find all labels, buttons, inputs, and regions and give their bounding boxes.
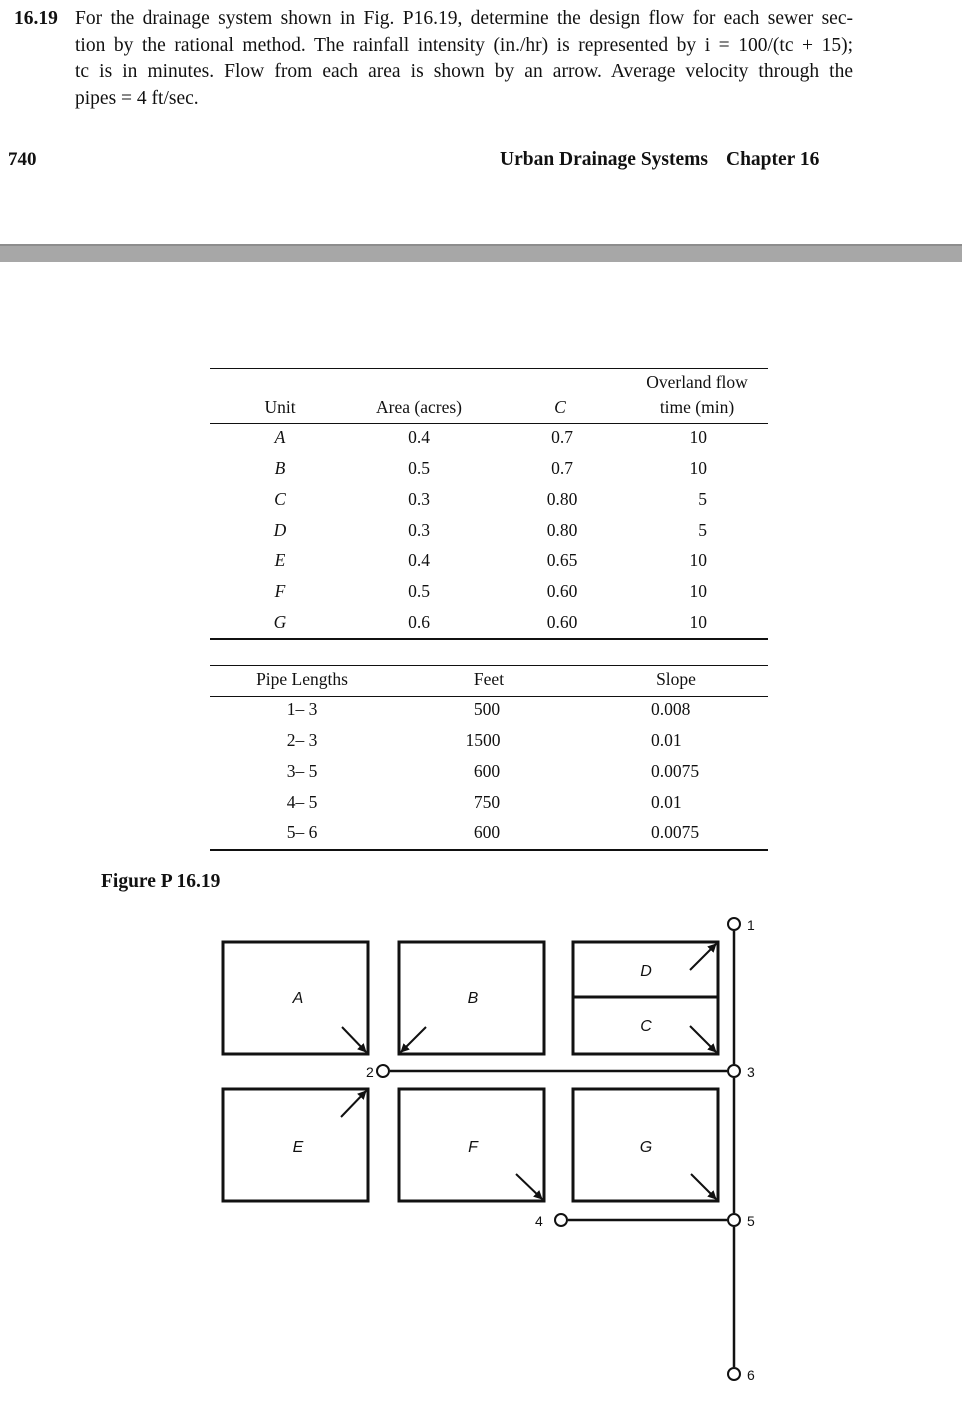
problem-line-1: For the drainage system shown in Fig. P16.19, determine the design flow for each sewer sec-: [75, 8, 853, 29]
feet-cell: 600: [473, 822, 501, 842]
area-cell: 0.3: [408, 489, 430, 509]
slope-cell: 0.0075: [651, 822, 700, 842]
pipe-cell: 2– 3: [286, 730, 318, 750]
time-cell: 5: [698, 489, 707, 509]
header-overland-line1: Overland flow: [646, 372, 748, 392]
area-cell: 0.6: [408, 612, 430, 632]
unit-cell: C: [274, 489, 286, 509]
running-header-chapter: Chapter 16: [726, 149, 820, 170]
unit-cell: A: [274, 427, 286, 447]
feet-cell: 600: [473, 761, 501, 781]
slope-cell: 0.01: [651, 792, 682, 812]
time-cell: 10: [689, 458, 707, 478]
flow-arrow-b: [401, 1027, 426, 1052]
pipe-cell: 1– 3: [286, 699, 318, 719]
area-cell: 0.5: [408, 581, 430, 601]
slope-cell: 0.01: [651, 730, 682, 750]
area-label-d: D: [640, 963, 652, 980]
time-cell: 5: [698, 520, 707, 540]
node-label-2: 2: [366, 1064, 374, 1080]
feet-cell: 1500: [465, 730, 501, 750]
header-feet: Feet: [473, 669, 505, 689]
flow-arrow-d: [690, 944, 716, 970]
running-header-title: Urban Drainage Systems: [500, 149, 708, 170]
pipe-cell: 3– 5: [286, 761, 318, 781]
unit-cell: G: [273, 612, 287, 632]
node-label-4: 4: [535, 1213, 543, 1229]
time-cell: 10: [689, 612, 707, 632]
unit-cell: F: [274, 581, 286, 601]
node-5-circle: [728, 1214, 740, 1226]
node-label-6: 6: [747, 1367, 755, 1383]
c-cell: 0.7: [551, 427, 573, 447]
header-pipe-lengths: Pipe Lengths: [256, 669, 348, 689]
header-area: Area (acres): [376, 397, 462, 417]
problem-line-3: tc is in minutes. Flow from each area is shown by an arrow. Average velocity through the: [75, 61, 853, 82]
node-3-circle: [728, 1065, 740, 1077]
slope-cell: 0.008: [651, 699, 691, 719]
unit-cell: D: [273, 520, 287, 540]
node-6-circle: [728, 1368, 740, 1380]
area-label-a: A: [292, 990, 304, 1007]
node-label-1: 1: [747, 917, 755, 933]
c-cell: 0.60: [546, 612, 578, 632]
pipe-cell: 5– 6: [286, 822, 318, 842]
header-slope: Slope: [656, 669, 696, 689]
c-cell: 0.65: [546, 550, 578, 570]
c-cell: 0.60: [546, 581, 578, 601]
area-label-g: G: [639, 1139, 653, 1156]
area-cell: 0.4: [408, 550, 430, 570]
flow-arrow-f: [516, 1174, 542, 1199]
flow-arrow-g: [691, 1174, 716, 1199]
time-cell: 10: [689, 581, 707, 601]
node-2-circle: [377, 1065, 389, 1077]
problem-line-4: pipes = 4 ft/sec.: [75, 87, 199, 109]
node-label-5: 5: [747, 1213, 755, 1229]
figure-caption: Figure P 16.19: [101, 871, 221, 892]
flow-arrow-e: [341, 1091, 366, 1117]
unit-cell: B: [274, 458, 286, 478]
unit-cell: E: [274, 550, 286, 570]
header-unit: Unit: [264, 397, 296, 417]
c-cell: 0.80: [546, 489, 578, 509]
flow-arrow-a: [342, 1027, 366, 1052]
time-cell: 10: [689, 427, 707, 447]
area-label-f: F: [468, 1139, 478, 1156]
area-label-b: B: [467, 990, 479, 1007]
time-cell: 10: [689, 550, 707, 570]
c-cell: 0.7: [551, 458, 573, 478]
page-number: 740: [8, 149, 37, 170]
slope-cell: 0.0075: [651, 761, 700, 781]
node-label-3: 3: [747, 1064, 755, 1080]
feet-cell: 750: [473, 792, 501, 812]
area-cell: 0.5: [408, 458, 430, 478]
header-overland-line2: time (min): [659, 397, 735, 417]
area-cell: 0.3: [408, 520, 430, 540]
node-1-circle: [728, 918, 740, 930]
problem-number: 16.19: [14, 8, 58, 29]
header-c: C: [554, 397, 566, 417]
node-4-circle: [555, 1214, 567, 1226]
area-label-e: E: [292, 1139, 304, 1156]
area-label-c: C: [640, 1018, 652, 1035]
c-cell: 0.80: [546, 520, 578, 540]
feet-cell: 500: [473, 699, 501, 719]
problem-line-2: tion by the rational method. The rainfall intensity (in./hr) is represented by i = 100/(tc + 15);: [75, 34, 853, 56]
flow-arrow-c: [690, 1026, 716, 1052]
pipe-cell: 4– 5: [286, 792, 318, 812]
area-cell: 0.4: [408, 427, 430, 447]
